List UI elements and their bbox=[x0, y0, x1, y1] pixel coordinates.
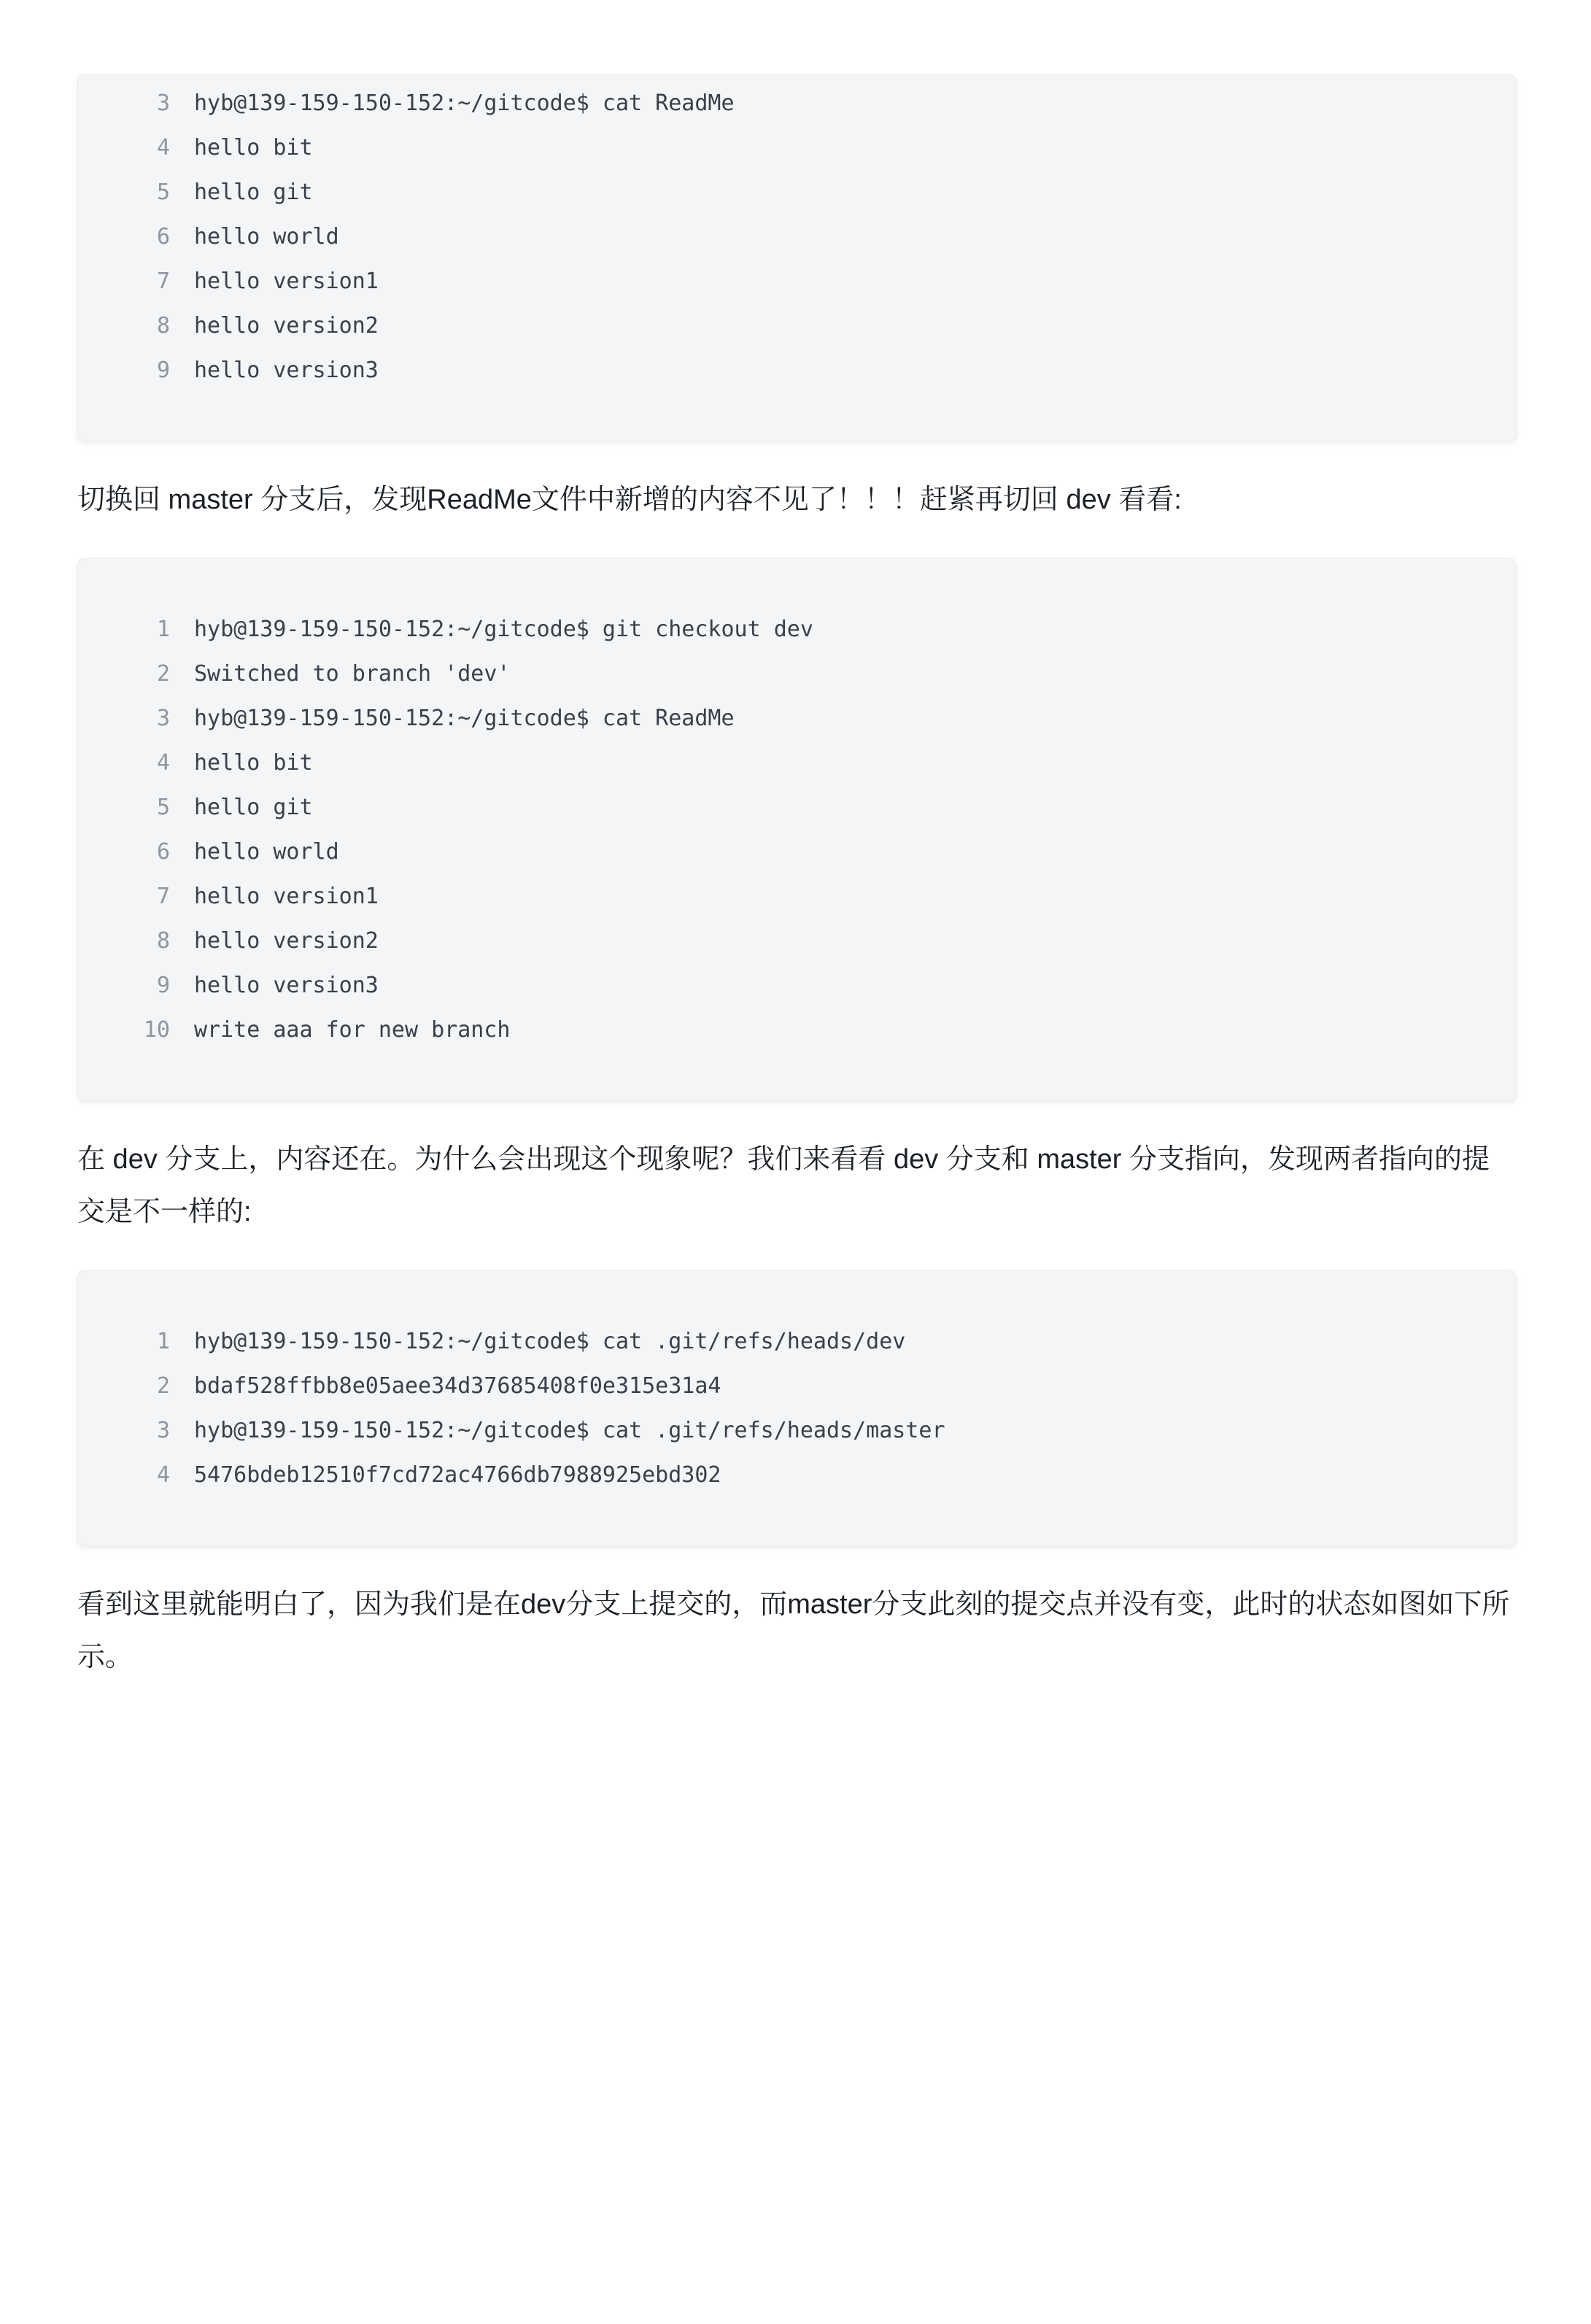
page bbox=[0, 74, 1591, 2324]
code-text: hello git bbox=[194, 795, 313, 820]
code-text: hello version3 bbox=[194, 358, 379, 383]
line-number: 4 bbox=[156, 135, 170, 161]
code-text: hello world bbox=[194, 839, 339, 865]
line-number: 1 bbox=[156, 617, 170, 642]
code-line bbox=[107, 1364, 1487, 1408]
code-line bbox=[107, 170, 1487, 215]
line-number: 6 bbox=[156, 224, 170, 250]
code-line bbox=[107, 81, 1487, 126]
code-line bbox=[107, 963, 1487, 1008]
code-line bbox=[107, 741, 1487, 785]
code-line bbox=[107, 652, 1487, 696]
code-line bbox=[107, 259, 1487, 304]
code-text: bdaf528ffbb8e05aee34d37685408f0e315e31a4 bbox=[194, 1373, 721, 1399]
code-text: hyb@139-159-150-152:~/gitcode$ cat ReadMe bbox=[194, 90, 735, 116]
line-number: 8 bbox=[156, 928, 170, 954]
code-line bbox=[107, 1408, 1487, 1453]
code-text: Switched to branch 'dev' bbox=[194, 661, 511, 687]
code-text: hello bit bbox=[194, 135, 313, 161]
paragraph-conclusion: 看到这里就能明白了，因为我们是在dev分支上提交的，而master分支此刻的提交点并没有变，此时的状态如图如下所示。 bbox=[77, 1589, 1510, 1672]
code-text: hyb@139-159-150-152:~/gitcode$ cat .git/refs/heads/master bbox=[194, 1418, 945, 1443]
code-line bbox=[107, 348, 1487, 393]
code-line bbox=[107, 1453, 1487, 1497]
code-line bbox=[107, 1319, 1487, 1364]
code-text: hyb@139-159-150-152:~/gitcode$ cat .git/refs/heads/dev bbox=[194, 1329, 906, 1354]
code-line bbox=[107, 874, 1487, 919]
line-number: 3 bbox=[156, 90, 170, 116]
line-number: 4 bbox=[156, 1462, 170, 1488]
paragraph-switch-back-master: 切换回 master 分支后，发现ReadMe文件中新增的内容不见了！！！赶紧再切回 dev 看看: bbox=[77, 485, 1182, 515]
line-number: 9 bbox=[156, 973, 170, 998]
code-line bbox=[107, 304, 1487, 348]
code-text: hyb@139-159-150-152:~/gitcode$ git checkout dev bbox=[194, 617, 813, 642]
line-number: 7 bbox=[156, 269, 170, 294]
line-number: 1 bbox=[156, 1329, 170, 1354]
line-number: 3 bbox=[156, 706, 170, 731]
code-text: hello version2 bbox=[194, 928, 379, 954]
code-block-refs-heads bbox=[77, 1270, 1517, 1546]
line-number: 8 bbox=[156, 313, 170, 339]
line-number: 9 bbox=[156, 358, 170, 383]
code-text: hello version1 bbox=[194, 269, 379, 294]
line-number: 3 bbox=[156, 1418, 170, 1443]
line-number: 2 bbox=[156, 1373, 170, 1399]
code-text: hello bit bbox=[194, 750, 313, 776]
line-number: 7 bbox=[156, 884, 170, 909]
code-line bbox=[107, 126, 1487, 170]
code-line bbox=[107, 696, 1487, 741]
line-number: 4 bbox=[156, 750, 170, 776]
code-text: hyb@139-159-150-152:~/gitcode$ cat ReadMe bbox=[194, 706, 735, 731]
code-text: hello version2 bbox=[194, 313, 379, 339]
code-text: 5476bdeb12510f7cd72ac4766db7988925ebd302 bbox=[194, 1462, 721, 1488]
code-line bbox=[107, 919, 1487, 963]
code-line bbox=[107, 785, 1487, 830]
line-number: 6 bbox=[156, 839, 170, 865]
code-text: hello version1 bbox=[194, 884, 379, 909]
line-number: 5 bbox=[156, 179, 170, 205]
code-line bbox=[107, 830, 1487, 874]
line-number: 10 bbox=[143, 1017, 170, 1043]
paragraph-dev-branch-content: 在 dev 分支上，内容还在。为什么会出现这个现象呢？我们来看看 dev 分支和 master 分支指向，发现两者指向的提交是不一样的: bbox=[77, 1144, 1490, 1227]
article-content bbox=[77, 74, 1517, 1683]
code-text: write aaa for new branch bbox=[194, 1017, 511, 1043]
line-number: 2 bbox=[156, 661, 170, 687]
code-line bbox=[107, 215, 1487, 259]
code-text: hello world bbox=[194, 224, 339, 250]
code-text: hello git bbox=[194, 179, 313, 205]
line-number: 5 bbox=[156, 795, 170, 820]
code-text: hello version3 bbox=[194, 973, 379, 998]
code-block-cat-readme-master bbox=[77, 74, 1517, 441]
code-block-checkout-dev bbox=[77, 558, 1517, 1101]
code-line bbox=[107, 607, 1487, 652]
code-line bbox=[107, 1008, 1487, 1052]
